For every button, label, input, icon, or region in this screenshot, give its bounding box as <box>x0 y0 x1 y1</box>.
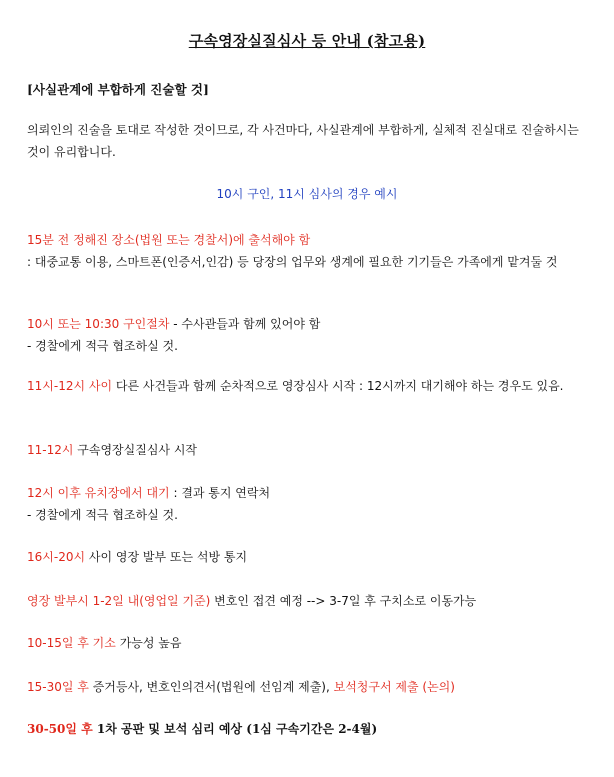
item-text: 1차 공판 및 보석 심리 예상 (1심 구속기간은 2-4월) <box>92 722 378 736</box>
item-text: 다른 사건들과 함께 순차적으로 영장심사 시작 : 12시까지 대기해야 하는 경우도 있음. <box>112 379 564 393</box>
schedule-item <box>27 375 592 397</box>
item-highlight: 영장 발부시 1-2일 내(영업일 기준) <box>27 594 211 608</box>
schedule-item <box>27 482 592 526</box>
item-highlight: 30-50일 후 <box>27 722 93 736</box>
item-highlight: 12시 이후 유치장에서 대기 <box>27 486 170 500</box>
schedule-item <box>27 632 592 654</box>
item-detail: - 경찰에게 적극 협조하실 것. <box>27 339 178 353</box>
schedule-item <box>27 676 592 698</box>
item-text: 가능성 높음 <box>115 636 182 650</box>
item-text: - 수사관들과 함께 있어야 함 <box>169 317 321 331</box>
item-text: 사이 영장 발부 또는 석방 통지 <box>85 550 248 564</box>
schedule-item <box>27 718 592 740</box>
schedule-item <box>27 313 592 357</box>
item-highlight: 15분 전 정해진 장소(법원 또는 경찰서)에 출석해야 함 <box>27 233 311 247</box>
intro-paragraph: 의뢰인의 진술을 토대로 작성한 것이므로, 각 사건마다, 사실관계에 부합하게, 실체적 진실대로 진술하시는 것이 유리합니다. <box>27 123 579 159</box>
item-text: 변호인 접견 예정 --> 3-7일 후 구치소로 이동가능 <box>210 594 477 608</box>
item-highlight: 11-12시 <box>27 443 74 457</box>
item-text: : 결과 통지 연락처 <box>169 486 271 500</box>
item-highlight: 16시-20시 <box>27 550 86 564</box>
schedule-item <box>27 439 592 461</box>
section-heading: [사실관계에 부합하게 진술할 것] <box>27 82 209 97</box>
schedule-item <box>27 546 592 568</box>
item-detail: : 대중교통 이용, 스마트폰(인증서,인감) 등 당장의 업무와 생계에 필요한 기기들은 가족에게 맡겨둘 것 <box>27 255 558 269</box>
item-highlight: 10시 또는 10:30 구인절차 <box>27 317 170 331</box>
item-text: 증거등사, 변호인의견서(법원에 선임계 제출), <box>88 680 334 694</box>
item-text: 구속영장실질심사 시작 <box>73 443 198 457</box>
document-title: 구속영장실질심사 등 안내 (참고용) <box>188 32 426 50</box>
item-highlight-secondary: 보석청구서 제출 (논의) <box>333 680 455 694</box>
item-highlight: 10-15일 후 기소 <box>27 636 116 650</box>
schedule-item <box>27 590 592 612</box>
schedule-item <box>27 229 592 273</box>
example-title: 10시 구인, 11시 심사의 경우 예시 <box>216 187 398 201</box>
item-detail: - 경찰에게 적극 협조하실 것. <box>27 508 178 522</box>
item-highlight: 15-30일 후 <box>27 680 89 694</box>
item-highlight: 11시-12시 사이 <box>27 379 113 393</box>
